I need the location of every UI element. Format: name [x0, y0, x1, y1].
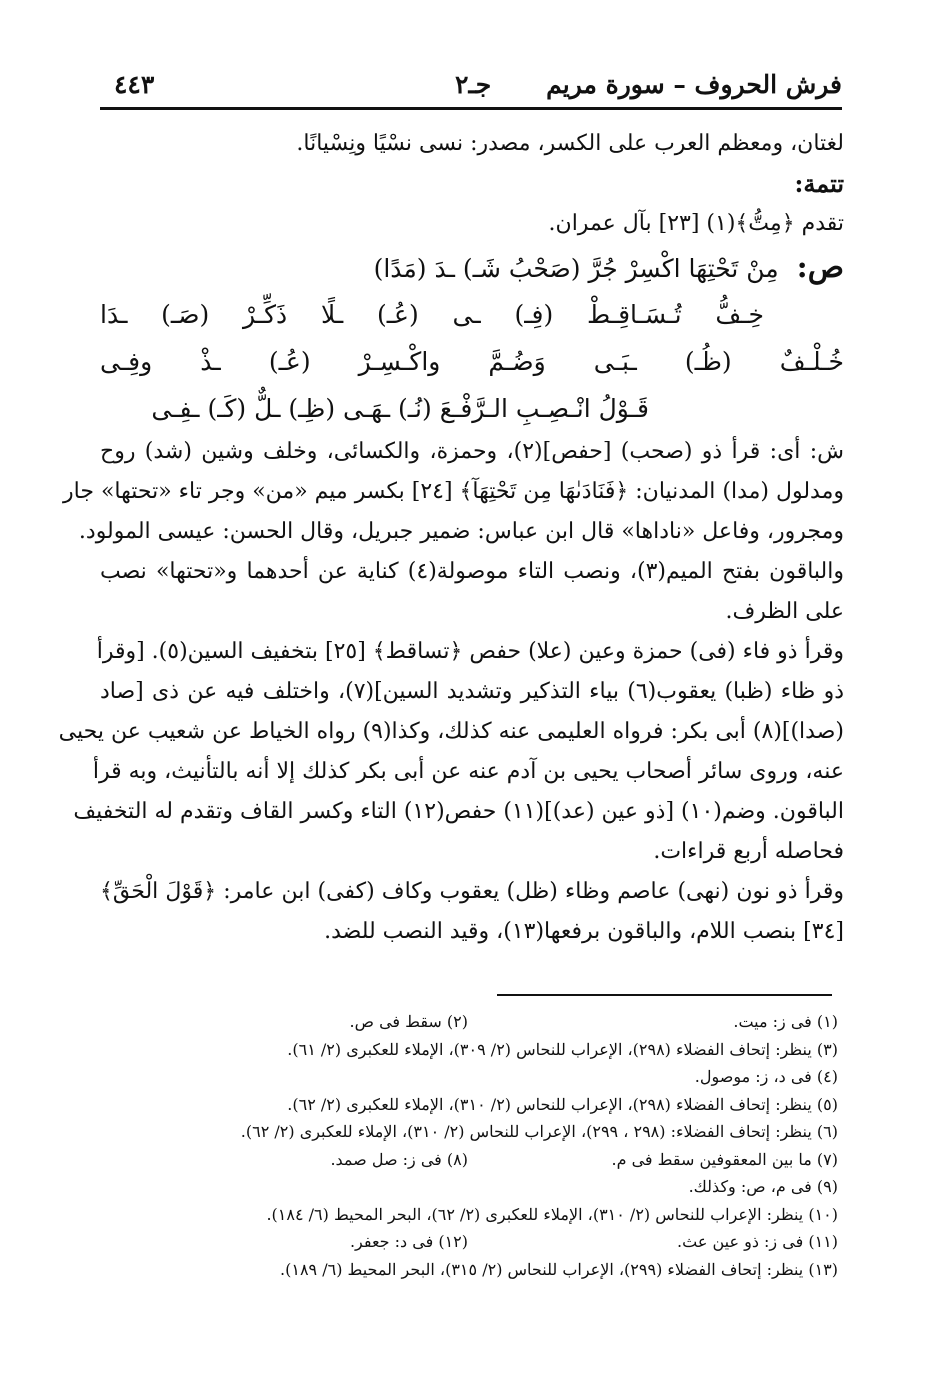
footnote: (٥) ينظر: إتحاف الفضلاء (٢٩٨)، الإعراب للنحاس (٢/ ٣١٠)، الإملاء للعكبرى (٢/ ٦٢). [287, 1094, 838, 1114]
verse-label: ص: [796, 250, 844, 285]
commentary-line: ش: أى: قرأ ذو (صحب) [حفص](٢)، وحمزة، والكسائى، وخلف وشين (شد) روح [100, 439, 845, 464]
running-header [100, 64, 842, 110]
verse-line: قَـوْلُ انْـصِـبِ الـرَّفْـعَ (نُـ) ـهَـى (ظِـ) ـلٌّ (كَـ) ـفِـى [151, 394, 649, 423]
footnote: (١١) فى ز: ذو عين عث. [677, 1232, 838, 1251]
footnote: (٣) ينظر: إتحاف الفضلاء (٢٩٨)، الإعراب للنحاس (٢/ ٣٠٩)، الإملاء للعكبرى (٢/ ٦١). [287, 1039, 838, 1059]
text-line: عنه، وروى سائر أصحاب يحيى بن آدم عنه عن أبى بكر كذلك إلا أنه بالتأنيث، وبه قرأ [92, 759, 844, 784]
verse-line: خِـفُّ تُـسَـاقِـطْ (فِـ) ـى (عُـ) ـلًا ذَكِّـرْ (صَـ) ـدَا [100, 300, 764, 329]
page-number: ٤٤٣ [114, 70, 155, 99]
text-line: وقرأ ذو نون (نهى) عاصم وظاء (ظل) يعقوب وكاف (كفى) ابن عامر: ﴿قَوْلَ الْحَقِّ﴾ [100, 879, 844, 904]
text-line: (صدا)](٨) أبى بكر: فرواه العليمى عنه كذلك، وكذا(٩) رواه الخياط عن شعيب عن يحيى [58, 719, 844, 744]
footnote: (١٢) فى د: جعفر. [349, 1232, 468, 1251]
text-line: ومدلول (مدا) المدنيان: ﴿فَنَادَىٰهَا مِن تَحْتِهَآ﴾ [٢٤] بكسر ميم «من» وجر تاء «تحتها» جار [63, 479, 844, 504]
verse-block [100, 244, 844, 432]
footnote: (٨) فى ز: صل صمد. [330, 1149, 468, 1169]
text-line: الباقون. وضم(١٠) [ذو عين (عد)](١١) حفص(١٢) التاء وكسر القاف وتقدم له التخفيف [73, 799, 844, 824]
header-rule [100, 107, 842, 110]
verse-line: خُـلْـفٌ (ظُـ) ـبَـى وَضُـمَّ واكْـسِـرْ (عُـ) ـذْ وفِـى [100, 347, 844, 376]
footnote: (١) فى ز: ميت. [733, 1012, 838, 1031]
footnotes [96, 1008, 838, 1283]
footnote: (١٠) ينظر: الإعراب للنحاس (٢/ ٣١٠)، الإملاء للعكبرى (٢/ ٦٢)، البحر المحيط (٦/ ١٨٤). [266, 1204, 838, 1224]
footnote: (٩) فى م، ص: وكذلك. [688, 1177, 838, 1196]
footnote: (٤) فى د، ز: موصول. [694, 1067, 838, 1086]
section-heading: تتمة: [794, 169, 844, 198]
volume-label: جـ٢ [455, 70, 492, 99]
main-text [58, 124, 845, 952]
footnote: (٦) ينظر: إتحاف الفضلاء: (٢٩٨ ، ٢٩٩)، الإعراب للنحاس (٢/ ٣١٠)، الإملاء للعكبرى (٢/ ٦٢). [240, 1122, 838, 1141]
text-line: [٣٤] بنصب اللام، والباقون برفعها(١٣)، وقيد النصب للضد. [324, 919, 844, 944]
text-line: ومجرور، وفاعل «ناداها» قال ابن عباس: ضمير جبريل، وقال الحسن: عيسى المولود. [78, 519, 844, 544]
text-line: على الظرف. [725, 599, 844, 624]
text-line: والباقون بفتح الميم(٣)، ونصب التاء موصولة(٤) كناية عن أحدهما و«تحتها» نصب [100, 559, 845, 584]
footnote: (٢) سقط فى ص. [349, 1012, 468, 1031]
text-line: تقدم ﴿مِتُّ﴾(١) [٢٣] بآل عمران. [548, 211, 844, 236]
text-line: وقرأ ذو فاء (فى) حمزة وعين (علا) حفص ﴿تساقط﴾ [٢٥] بتخفيف السين(٥). [وقرأ [96, 639, 844, 664]
text-line: فحاصله أربع قراءات. [653, 839, 844, 864]
text-line: ذو ظاء (ظبا) يعقوب(٦) بياء التذكير وتشديد السين](٧)، واختلف فيه عن ذى [صاد [100, 679, 845, 704]
footnote-separator [497, 994, 832, 996]
footnote: (١٣) ينظر: إتحاف الفضلاء (٢٩٩)، الإعراب للنحاس (٢/ ٣١٥)، البحر المحيط (٦/ ١٨٩). [280, 1259, 838, 1279]
header-title: فرش الحروف – سورة مريم [546, 70, 842, 99]
text-line: لغتان، ومعظم العرب على الكسر، مصدر: نسى نسْيًا ونِسْيانًا. [296, 131, 844, 156]
verse-line: مِنْ تَحْتِهَا اكْسِرْ جُرَّ (صَحْبُ شَـ) ـدَ (مَدًا) [373, 254, 779, 283]
footnote: (٧) ما بين المعقوفين سقط فى م. [611, 1149, 838, 1169]
